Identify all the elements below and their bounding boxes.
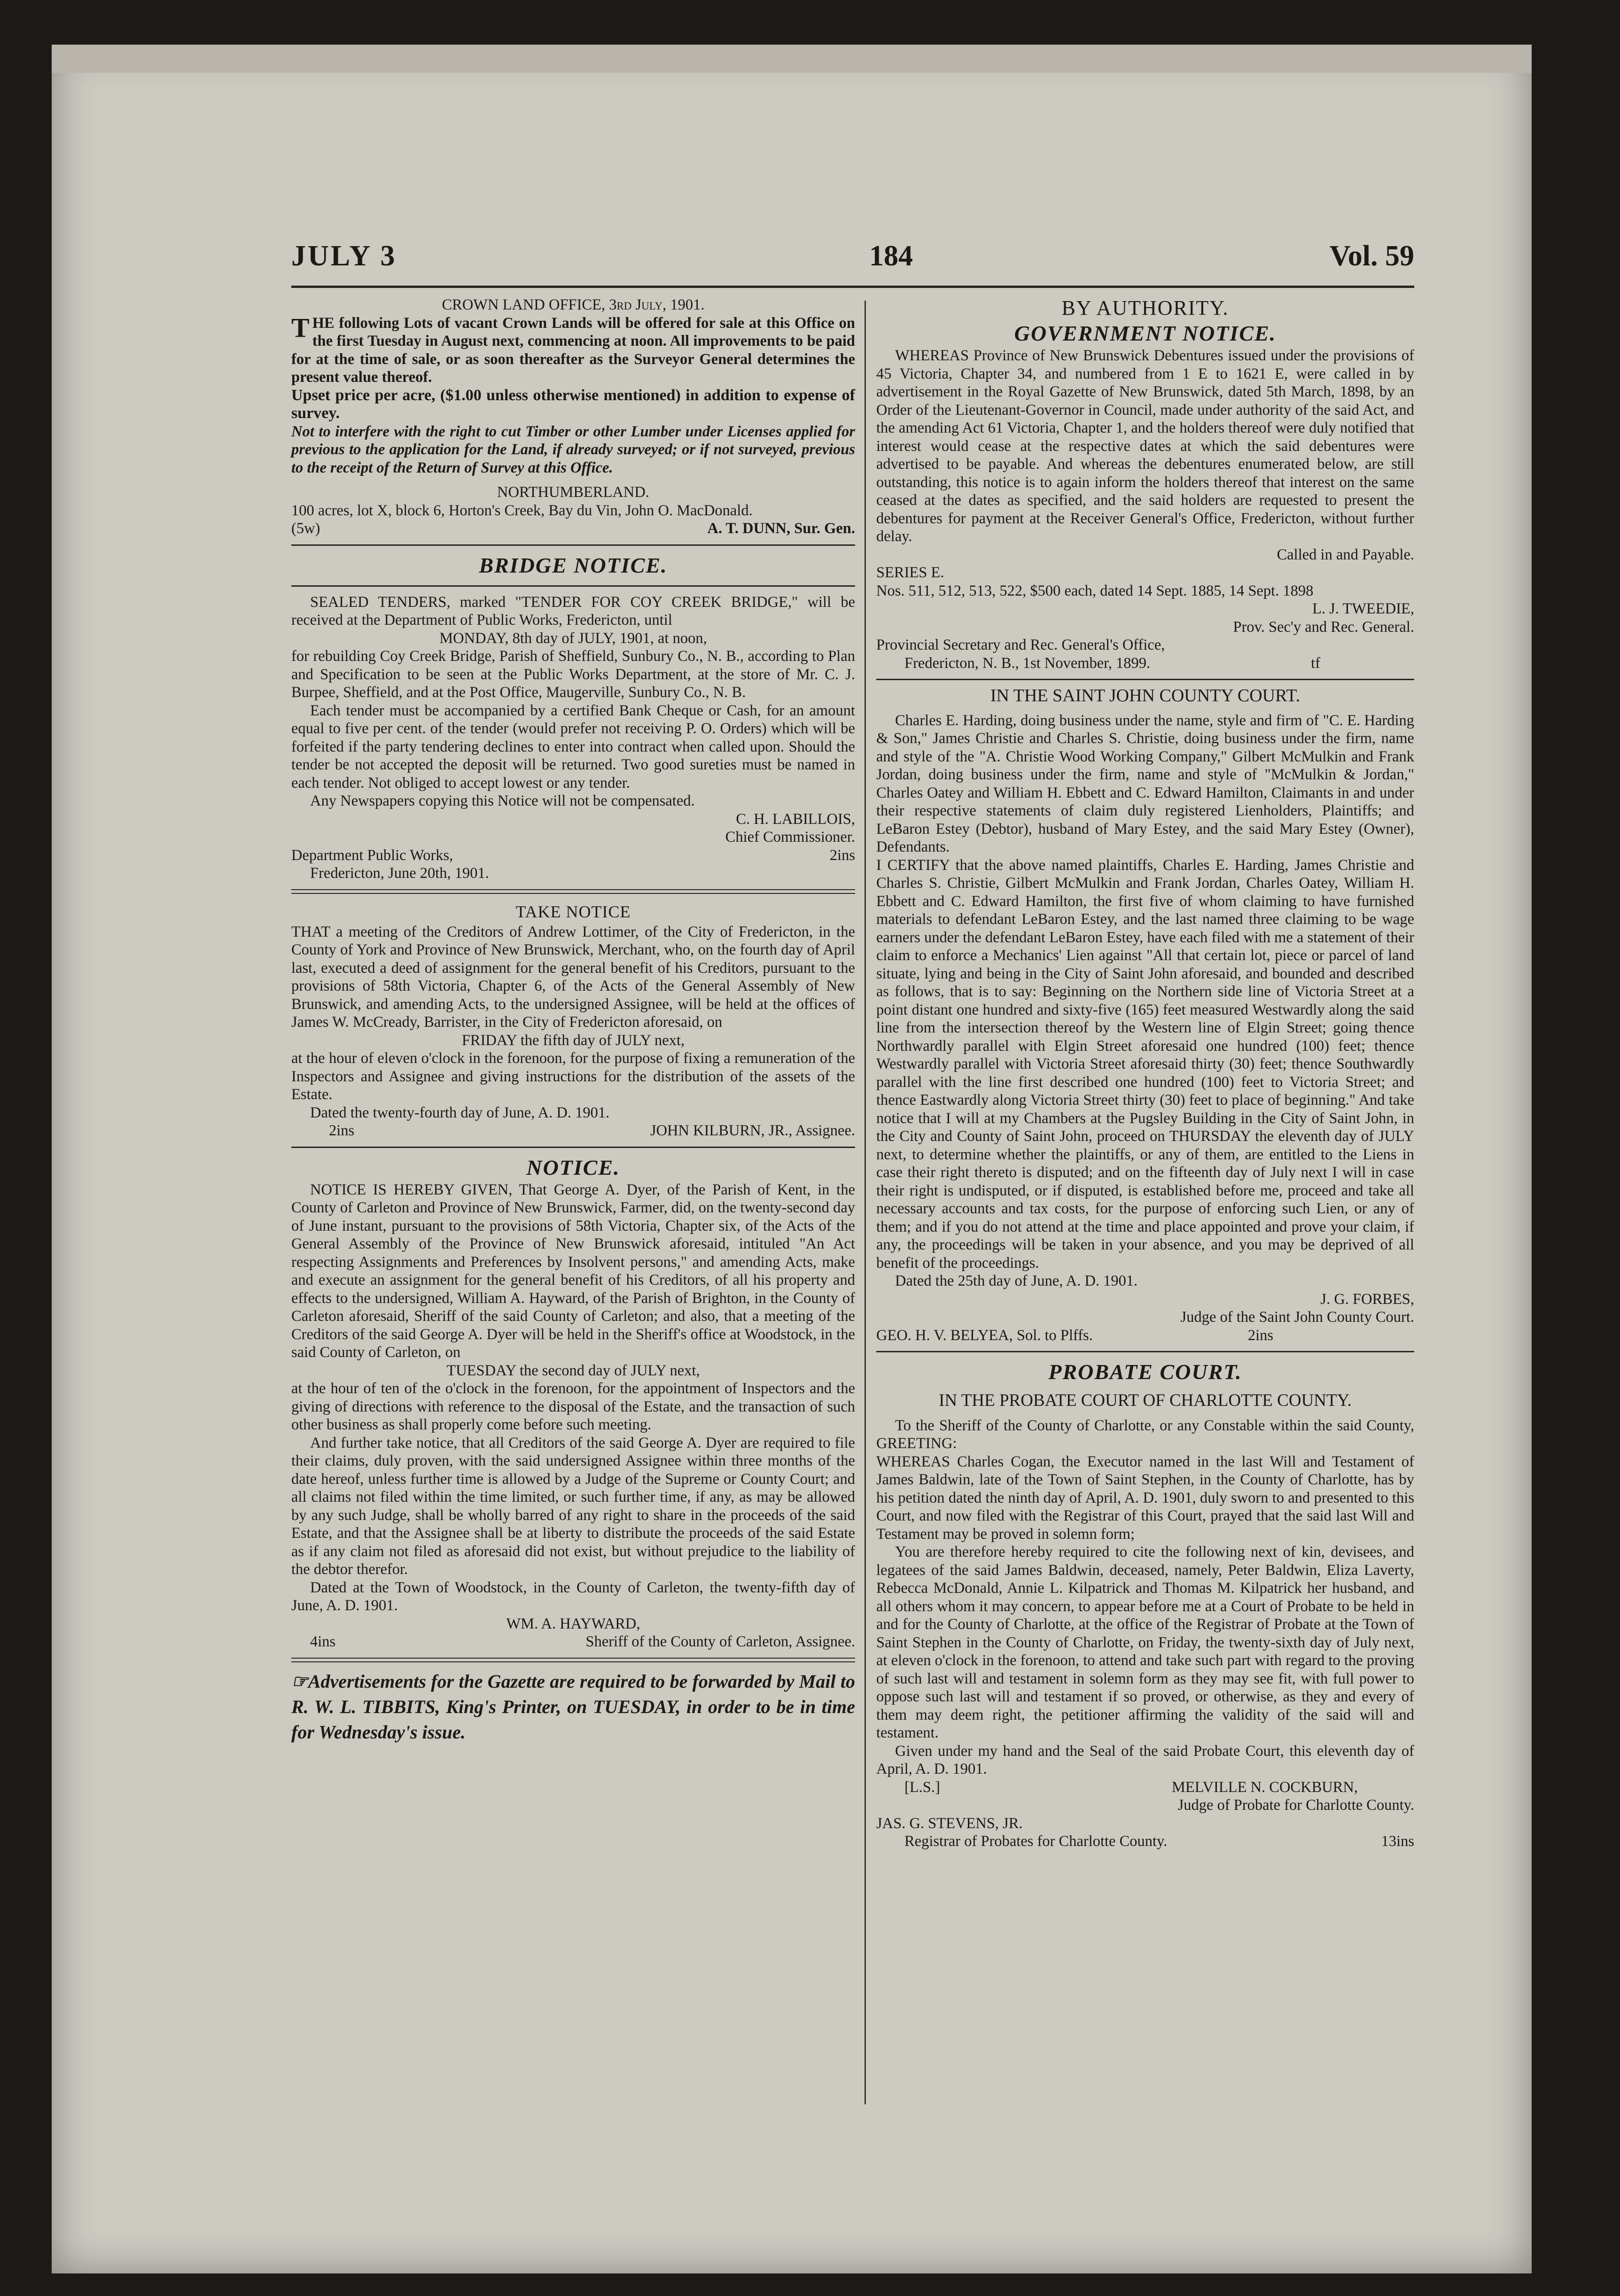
bridge-para-2: for rebuilding Coy Creek Bridge, Parish of Sheffield, Sunbury Co., N. B., according to Plan and Specification to be seen at the Public Works Department, at the store of Mr. C. J. Burpee, Sheffield, and at the Post Office, Maugerville, Sunbury Co., N. B. [291, 648, 855, 701]
county-court-solicitor: GEO. H. V. BELYEA, Sol. to Plffs. [876, 1326, 1093, 1344]
authority-tf: tf [1311, 654, 1320, 672]
crown-proviso: Not to interfere with the right to cut Timber or other Lumber under Licenses applied for previous to the application for the Land, if already surveyed; or if not surveyed, previous to the receipt of the Return of Survey at this Office. [291, 423, 855, 476]
authority-called-in: Called in and Payable. [1277, 546, 1414, 563]
crown-county: NORTHUMBERLAND. [497, 484, 649, 501]
section-rule [876, 1351, 1414, 1352]
probate-registrar: JAS. G. STEVENS, JR. [876, 1815, 1023, 1832]
probate-given: Given under my hand and the Seal of the said Probate Court, this eleventh day of April, A. D. 1901. [876, 1742, 1414, 1777]
bridge-place-date: Fredericton, June 20th, 1901. [310, 865, 489, 882]
probate-signer: MELVILLE N. COCKBURN, [1171, 1778, 1358, 1796]
bridge-dept: Department Public Works, [291, 846, 453, 864]
page-header [291, 240, 1414, 282]
header-volume: Vol. 59 [1329, 240, 1414, 272]
section-rule [291, 585, 855, 587]
dyer-notice-para-1: NOTICE IS HEREBY GIVEN, That George A. Dyer, of the Parish of Kent, in the County of Carleton and Province of New Brunswick, Farmer, did, on the twenty-second day of June instant, pursuant to the provisions of 58th Victoria, Chapter six, of the Acts of the General Assembly of the Province of New Brunswick aforesaid, intituled "An Act respecting Assignments and Preferences by Insolvent persons," and amending Acts, make and execute an assignment for the general benefit of his Creditors, of all his property and effects to the undersigned, William A. Hayward, of the Parish of Brighton, in the County of Carleton aforesaid, Sheriff of the said County of Carleton; and also, that a meeting of the Creditors of the said George A. Dyer will be held in the Sheriff's office at Woodstock, in the said County of Carleton, on [291, 1181, 855, 1361]
bridge-ins: 2ins [829, 846, 855, 864]
probate-address: To the Sheriff of the County of Charlotte, or any Constable within the said County, GREETING: [876, 1417, 1414, 1452]
crown-upset-price: Upset price per acre, ($1.00 unless otherwise mentioned) in addition to expense of survey. [291, 386, 855, 422]
dyer-notice-date: TUESDAY the second day of JULY next, [446, 1362, 700, 1379]
probate-signer-title: Judge of Probate for Charlotte County. [1177, 1797, 1414, 1814]
bridge-para-3: Each tender must be accompanied by a certified Bank Cheque or Cash, for an amount equal to five per cent. of the tender (would prefer not receiving P. O. Orders) which will be forfeited if the party tendering declines to enter into contract when called upon. Should the tender be not accepted the deposit will be returned. Two good sureties must be named in each tender. Not obliged to accept lowest or any tender. [291, 702, 855, 791]
probate-ins: 13ins [1381, 1833, 1414, 1850]
bridge-para-1: SEALED TENDERS, marked "TENDER FOR COY CREEK BRIDGE," will be received at the Department of Public Works, Fredericton, until [291, 593, 855, 628]
probate-subtitle: IN THE PROBATE COURT OF CHARLOTTE COUNTY. [939, 1391, 1352, 1410]
section-rule [291, 544, 855, 546]
authority-para-1: WHEREAS Province of New Brunswick Debentures issued under the provisions of 45 Victoria, Chapter 34, and numbered from 1 E to 1621 E, were called in by advertisement in the Royal Gazette of New Brunswick, dated 5th March, 1898, by an Order of the Lieutenant-Governor in Council, made under authority of the said Act, and the amending Act 61 Victoria, Chapter 1, and the holders thereof were duly notified that interest would cease at the respective dates at which the said debentures were advertised to be payable. And whereas the debentures enumerated below, are still outstanding, this notice is to again inform the holders thereof that interest on the same ceased at the dates as specified, and the said holders are requested to present the debentures for payment at the Receiver General's Office, Fredericton, without further delay. [876, 347, 1414, 545]
section-rule [876, 679, 1414, 680]
take-notice-para-1: THAT a meeting of the Creditors of Andrew Lottimer, of the City of Fredericton, in the County of York and Province of New Brunswick, Merchant, who, on the fourth day of April last, executed a deed of assignment for the general benefit of his Creditors, pursuant to the provisions of 58th Victoria, Chapter 6, of the Acts of the General Assembly of New Brunswick, and amending Acts, to the undersigned Assignee, will be held at the offices of James W. McCready, Barrister, in the City of Fredericton aforesaid, on [291, 923, 855, 1031]
take-notice-date: FRIDAY the fifth day of JULY next, [461, 1032, 685, 1049]
authority-numbers: Nos. 511, 512, 513, 522, $500 each, dated 14 Sept. 1885, 14 Sept. 1898 [876, 582, 1314, 599]
bridge-signer: C. H. LABILLOIS, [736, 810, 855, 828]
county-court-title: IN THE SAINT JOHN COUNTY COURT. [990, 686, 1301, 706]
authority-signer-title: Prov. Sec'y and Rec. General. [1233, 618, 1414, 636]
section-rule [291, 1147, 855, 1148]
crown-para-1-text: HE following Lots of vacant Crown Lands will be offered for sale at this Office on the first Tuesday in August next, commencing at noon. All improvements to be paid for at the time of sale, or as soon thereafter as the Surveyor General determines the present value thereof. [291, 314, 855, 386]
take-notice-ins: 2ins [329, 1122, 355, 1139]
left-column [291, 296, 855, 1745]
probate-registrar-title: Registrar of Probates for Charlotte County. [904, 1833, 1168, 1850]
government-notice [876, 296, 1414, 672]
county-court-notice [876, 687, 1414, 1344]
county-court-dated: Dated the 25th day of June, A. D. 1901. [895, 1272, 1138, 1289]
take-notice-signer: JOHN KILBURN, JR., Assignee. [650, 1122, 855, 1139]
section-double-rule [291, 889, 855, 894]
crown-lot: 100 acres, lot X, block 6, Horton's Creek, Bay du Vin, John O. MacDonald. [291, 502, 753, 519]
crown-land-notice [291, 296, 855, 538]
section-double-rule [291, 1658, 855, 1662]
take-notice-dated: Dated the twenty-fourth day of June, A. D. 1901. [310, 1104, 610, 1121]
crown-drop-cap: T [291, 312, 310, 343]
column-divider [865, 301, 866, 2104]
authority-title: BY AUTHORITY. [1061, 296, 1229, 319]
probate-para-2: You are therefore hereby required to cite the following next of kin, devisees, and legatees of the said James Baldwin, deceased, namely, Peter Baldwin, Eliza Laverty, Rebecca McDonald, Annie L. Kilpatrick and Thomas M. Kilpatrick her husband, and all others whom it may concern, to appear before me at a Court of Probate to be held in and for the County of Charlotte, at the office of the Registrar of Probate at the Town of Saint Stephen in the County of Charlotte, on Friday, the twenty-sixth day of July next, at eleven o'clock in the forenoon, to attend and take such part with regard to the proving of such last will and testament in solemn form as they may see fit, with full power to oppose such last will and testament if so proved, or otherwise, as they and every of them may deem right, the petitioner affirming the validity of the said will and testament. [876, 1544, 1414, 1741]
probate-title: PROBATE COURT. [1048, 1360, 1242, 1384]
probate-notice [876, 1359, 1414, 1851]
dyer-notice-signer: WM. A. HAYWARD, [506, 1615, 640, 1632]
dyer-notice-dated: Dated at the Town of Woodstock, in the County of Carleton, the twenty-fifth day of June, A. D. 1901. [291, 1579, 855, 1614]
take-notice-title: TAKE NOTICE [515, 902, 631, 921]
authority-place-date: Fredericton, N. B., 1st November, 1899. [904, 654, 1151, 672]
header-page-number: 184 [869, 240, 913, 272]
authority-subtitle: GOVERNMENT NOTICE. [1014, 321, 1277, 345]
dyer-notice-para-3: And further take notice, that all Creditors of the said George A. Dyer are required to file their claims, duly proven, with the said undersigned Assignee within three months of the date hereof, unless further time is allowed by a Judge of the Supreme or County Court; and all claims not filed within the time limited, or such further time, if any, as may be allowed by any such Judge, shall be wholly barred of any right to share in the proceeds of the said Estate, and that the Assignee shall be at liberty to distribute the proceeds of the said Estate as if any claim not filed as aforesaid did not exist, but without prejudice to the liability of the debtor therefor. [291, 1434, 855, 1578]
dyer-notice-signer-title: Sheriff of the County of Carleton, Assignee. [585, 1633, 855, 1650]
dyer-notice-ins: 4ins [310, 1633, 336, 1650]
county-court-ins: 2ins [1247, 1326, 1273, 1344]
take-notice [291, 900, 855, 1140]
header-rule [291, 286, 1414, 288]
bridge-title: BRIDGE NOTICE. [479, 553, 668, 577]
bridge-para-4: Any Newspapers copying this Notice will not be compensated. [310, 792, 695, 809]
crown-signer: A. T. DUNN, Sur. Gen. [707, 520, 855, 537]
crown-dateline: CROWN LAND OFFICE, 3rd July, 1901. [442, 296, 705, 313]
dyer-notice-title: NOTICE. [526, 1155, 620, 1179]
county-court-signer: J. G. FORBES, [1320, 1290, 1414, 1308]
dyer-notice [291, 1155, 855, 1651]
county-court-signer-title: Judge of the Saint John County Court. [1180, 1309, 1414, 1326]
bridge-signer-title: Chief Commissioner. [725, 829, 855, 845]
right-column [876, 296, 1414, 1851]
bridge-date: MONDAY, 8th day of JULY, 1901, at noon, [439, 629, 707, 647]
bridge-notice [291, 552, 855, 883]
header-date: JULY 3 [291, 240, 397, 272]
county-court-certify: I CERTIFY that the above named plaintiffs, Charles E. Harding, James Christie and Charles S. Christie, Gilbert McMulkin and Frank Jordan, Charles Oatey, William H. Ebbett and C. Edward Hamilton, the first five of whom claiming to have furnished materials to defendant LeBaron Estey, and the last named three claiming to be wage earners under the defendant LeBaron Estey, have each filed with me a statement of their claim to enforce a Mechanics' Lien against "All that certain lot, piece or parcel of land situate, lying and being in the City of Saint John aforesaid, and bounded and described as follows, that is to say: Beginning on the Northern side line of Victoria Street at a point distant one hundred and sixty-five (165) feet measured Westwardly along the said line from the intersection thereof by the Western line of Elgin Street; going thence Northwardly parallel with Elgin Street aforesaid one hundred (100) feet; thence Westwardly parallel with Victoria Street aforesaid thirty (30) feet; thence Southwardly parallel with the line first described one hundred (100) feet to Victoria Street; and thence Eastwardly along Victoria Street thirty (30) feet to place of beginning." And take notice that I will at my Chambers at the Pugsley Building in the City of Saint John, in the City and County of Saint John, proceed on THURSDAY the eleventh day of JULY next, to determine whether the plaintiffs, or any of them, are entitled to the Liens in case their right thereto is disputed; and on the fifteenth day of July next I will in case their right is undisputed, or if disputed, is established before me, proceed and take all necessary accounts and tax costs, for the purpose of enforcing such Lien, or any of them; and if you do not attend at the time and place appointed and prove your claim, if any, the proceedings will be taken in your absence, and you may be deprived of all benefit of the proceedings. [876, 856, 1414, 1272]
page-top-edge [52, 45, 1532, 73]
advertisement-footnote: ☞Advertisements for the Gazette are required to be forwarded by Mail to R. W. L. TIBBITS, King's Printer, on TUESDAY, in order to be in time for Wednesday's issue. [291, 1670, 855, 1743]
authority-series: SERIES E. [876, 564, 944, 581]
crown-ins: (5w) [291, 520, 320, 537]
authority-office: Provincial Secretary and Rec. General's Office, [876, 636, 1165, 653]
probate-para-1: WHEREAS Charles Cogan, the Executor named in the last Will and Testament of James Baldwin, late of the Town of Saint Stephen, in the County of Charlotte, has by his petition dated the ninth day of April, A. D. 1901, duly sworn to and presented to this Court, and now filed with the Registrar of this Court, prayed that the said last Will and Testament may be proved in solemn form; [876, 1453, 1414, 1543]
crown-para-1 [291, 314, 855, 387]
take-notice-para-2: at the hour of eleven o'clock in the forenoon, for the purpose of fixing a remuneration of the Inspectors and Assignee and giving instructions for the distribution of the assets of the Estate. [291, 1050, 855, 1103]
authority-signer: L. J. TWEEDIE, [1312, 600, 1414, 617]
probate-seal: [L.S.] [904, 1778, 940, 1796]
county-court-parties: Charles E. Harding, doing business under the name, style and firm of "C. E. Harding & Son," James Christie and Charles S. Christie, doing business under the firm, name and style of the "A. Christie Wood Working Company," Gilbert McMulkin and Frank Jordan, doing business under the firm, name and style of "McMulkin & Jordan," Charles Oatey and William H. Ebbett and C. Edward Hamilton, Claimants in and under their respective statements of claim duly registered Lienholders, Plaintiffs; and LeBaron Estey (Debtor), husband of Mary Estey, and the said Mary Estey (Owner), Defendants. [876, 712, 1414, 855]
dyer-notice-para-2: at the hour of ten of the o'clock in the forenoon, for the appointment of Inspectors and the giving of directions with reference to the disposal of the Estate, and the transaction of such other business as shall properly come before such meeting. [291, 1380, 855, 1433]
